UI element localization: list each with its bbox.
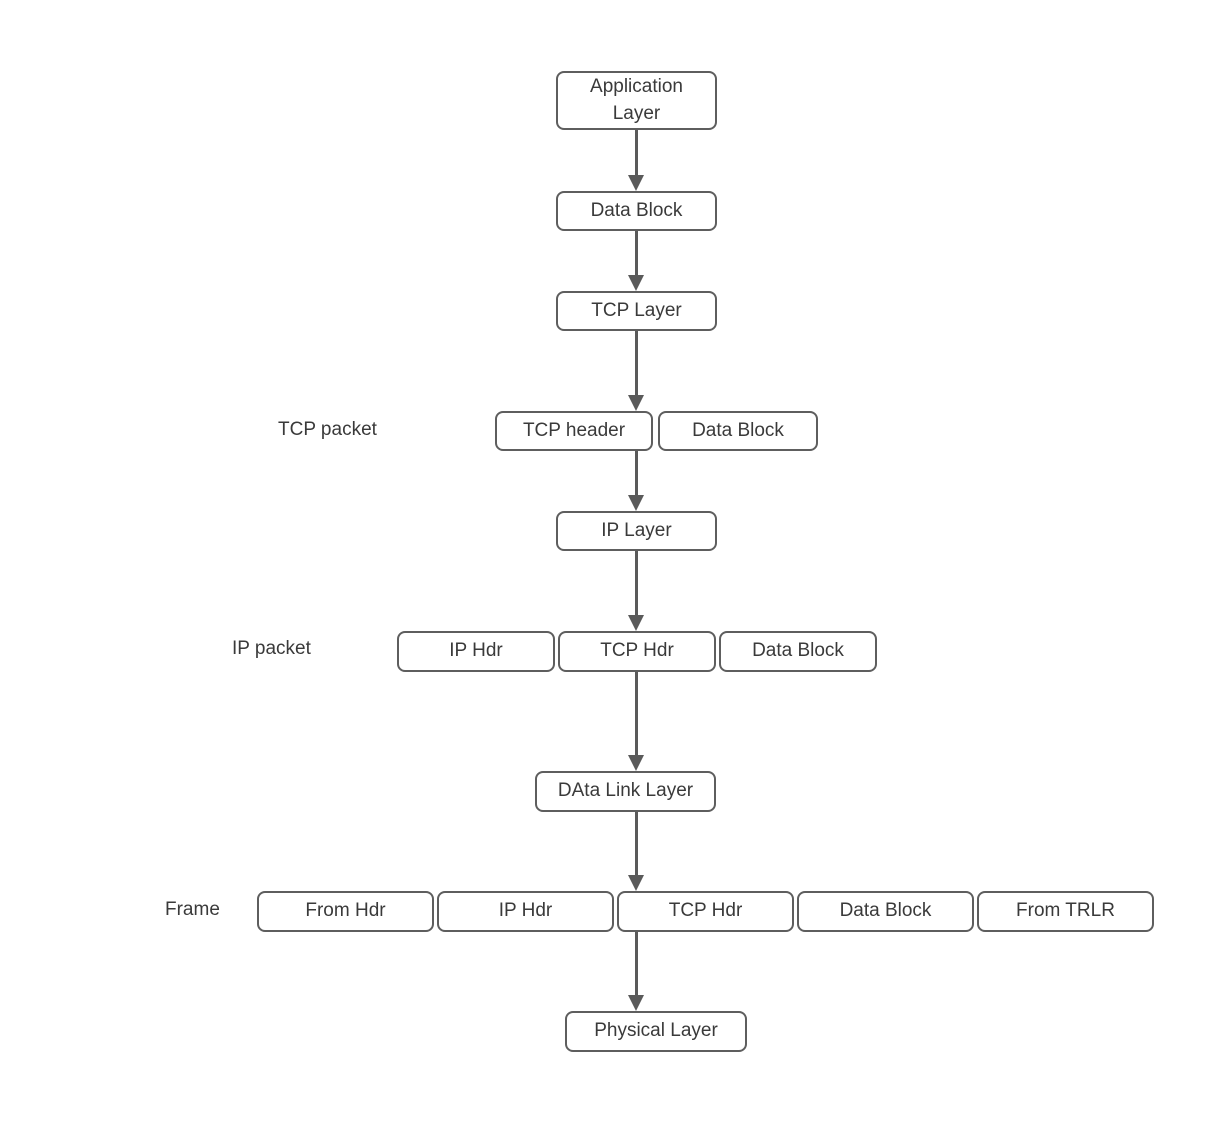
node-data-link-layer: DAta Link Layer	[535, 771, 716, 812]
node-frame-from-trlr: From TRLR	[977, 891, 1154, 932]
node-application-layer: Application Layer	[556, 71, 717, 130]
node-tcp-layer: TCP Layer	[556, 291, 717, 331]
arrow-ip-packet-to-data-link-layer	[635, 671, 638, 755]
node-tcp-packet-data-block: Data Block	[658, 411, 818, 451]
node-ip-packet-tcp-hdr: TCP Hdr	[558, 631, 716, 672]
node-ip-layer: IP Layer	[556, 511, 717, 551]
node-frame-from-hdr: From Hdr	[257, 891, 434, 932]
arrow-application-to-data-block	[635, 130, 638, 175]
label-frame: Frame	[165, 899, 220, 920]
node-ip-packet-data-block: Data Block	[719, 631, 877, 672]
node-data-block-top: Data Block	[556, 191, 717, 231]
node-frame-ip-hdr: IP Hdr	[437, 891, 614, 932]
arrow-tcp-packet-to-ip-layer	[635, 451, 638, 495]
arrow-ip-layer-to-ip-packet	[635, 551, 638, 615]
node-physical-layer: Physical Layer	[565, 1011, 747, 1052]
label-tcp-packet: TCP packet	[278, 419, 377, 440]
node-frame-data-block: Data Block	[797, 891, 974, 932]
node-tcp-header: TCP header	[495, 411, 653, 451]
arrow-frame-to-physical-layer	[635, 931, 638, 995]
arrow-data-block-to-tcp-layer	[635, 231, 638, 275]
node-frame-tcp-hdr: TCP Hdr	[617, 891, 794, 932]
node-ip-packet-ip-hdr: IP Hdr	[397, 631, 555, 672]
label-ip-packet: IP packet	[232, 638, 311, 659]
arrow-tcp-layer-to-tcp-packet	[635, 331, 638, 395]
arrow-data-link-layer-to-frame	[635, 812, 638, 875]
